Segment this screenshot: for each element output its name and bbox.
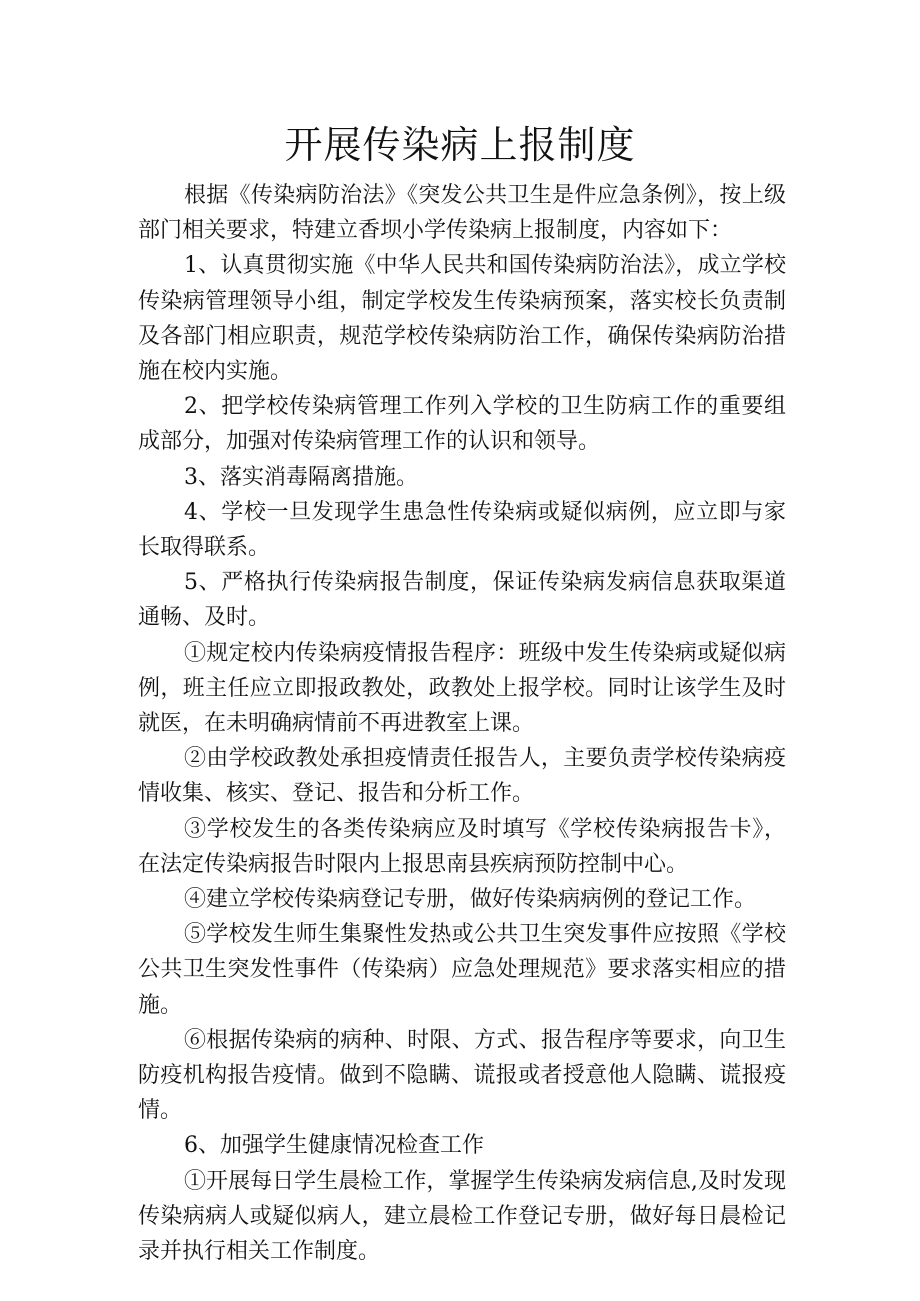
paragraph-item-5-sub-3: ③学校发生的各类传染病应及时填写《学校传染病报告卡》，在法定传染病报告时限内上报思南县疾病预防控制中心。: [138, 816, 786, 877]
paragraph-item-3: 3、落实消毒隔离措施。: [184, 464, 418, 490]
paragraph-item-6: 6、加强学生健康情况检查工作: [184, 1133, 484, 1159]
paragraph-item-5-sub-2: ②由学校政教处承担疫情责任报告人，主要负责学校传染病疫情收集、核实、登记、报告和分析工作。: [138, 746, 786, 807]
document-body: [138, 178, 786, 1269]
paragraph-item-4: 4、学校一旦发现学生患急性传染病或疑似病例，应立即与家长取得联系。: [138, 499, 786, 561]
paragraph-item-5-sub-5: ⑤学校发生师生集聚性发热或公共卫生突发事件应按照《学校公共卫生突发性事件（传染病）应急处理规范》要求落实相应的措施。: [138, 922, 786, 1018]
paragraph-item-5-sub-1: ①规定校内传染病疫情报告程序：班级中发生传染病或疑似病例，班主任应立即报政教处，政教处上报学校。同时让该学生及时就医，在未明确病情前不再进教室上课。: [138, 640, 786, 737]
paragraph-item-6-sub-1: ①开展每日学生晨检工作，掌握学生传染病发病信息,及时发现传染病病人或疑似病人，建立晨检工作登记专册，做好每日晨检记录并执行相关工作制度。: [138, 1168, 786, 1265]
paragraph-intro: 根据《传染病防治法》《突发公共卫生是件应急条例》，按上级部门相关要求，特建立香坝小学传染病上报制度，内容如下：: [138, 183, 786, 244]
paragraph-item-1: 1、认真贯彻实施《中华人民共和国传染病防治法》，成立学校传染病管理领导小组，制定学校发生传染病预案，落实校长负责制及各部门相应职责，规范学校传染病防治工作，确保传染病防治措施在校内实施。: [138, 253, 786, 385]
paragraph-item-5-sub-6: ⑥根据传染病的病种、时限、方式、报告程序等要求，向卫生防疫机构报告疫情。做到不隐瞒、谎报或者授意他人隐瞒、谎报疫情。: [138, 1027, 786, 1124]
paragraph-item-2: 2、把学校传染病管理工作列入学校的卫生防病工作的重要组成部分，加强对传染病管理工作的认识和领导。: [138, 394, 786, 455]
paragraph-item-5: 5、严格执行传染病报告制度，保证传染病发病信息获取渠道通畅、及时。: [138, 570, 786, 631]
document-title: 开展传染病上报制度: [284, 123, 636, 167]
paragraph-item-5-sub-4: ④建立学校传染病登记专册，做好传染病病例的登记工作。: [184, 887, 757, 913]
